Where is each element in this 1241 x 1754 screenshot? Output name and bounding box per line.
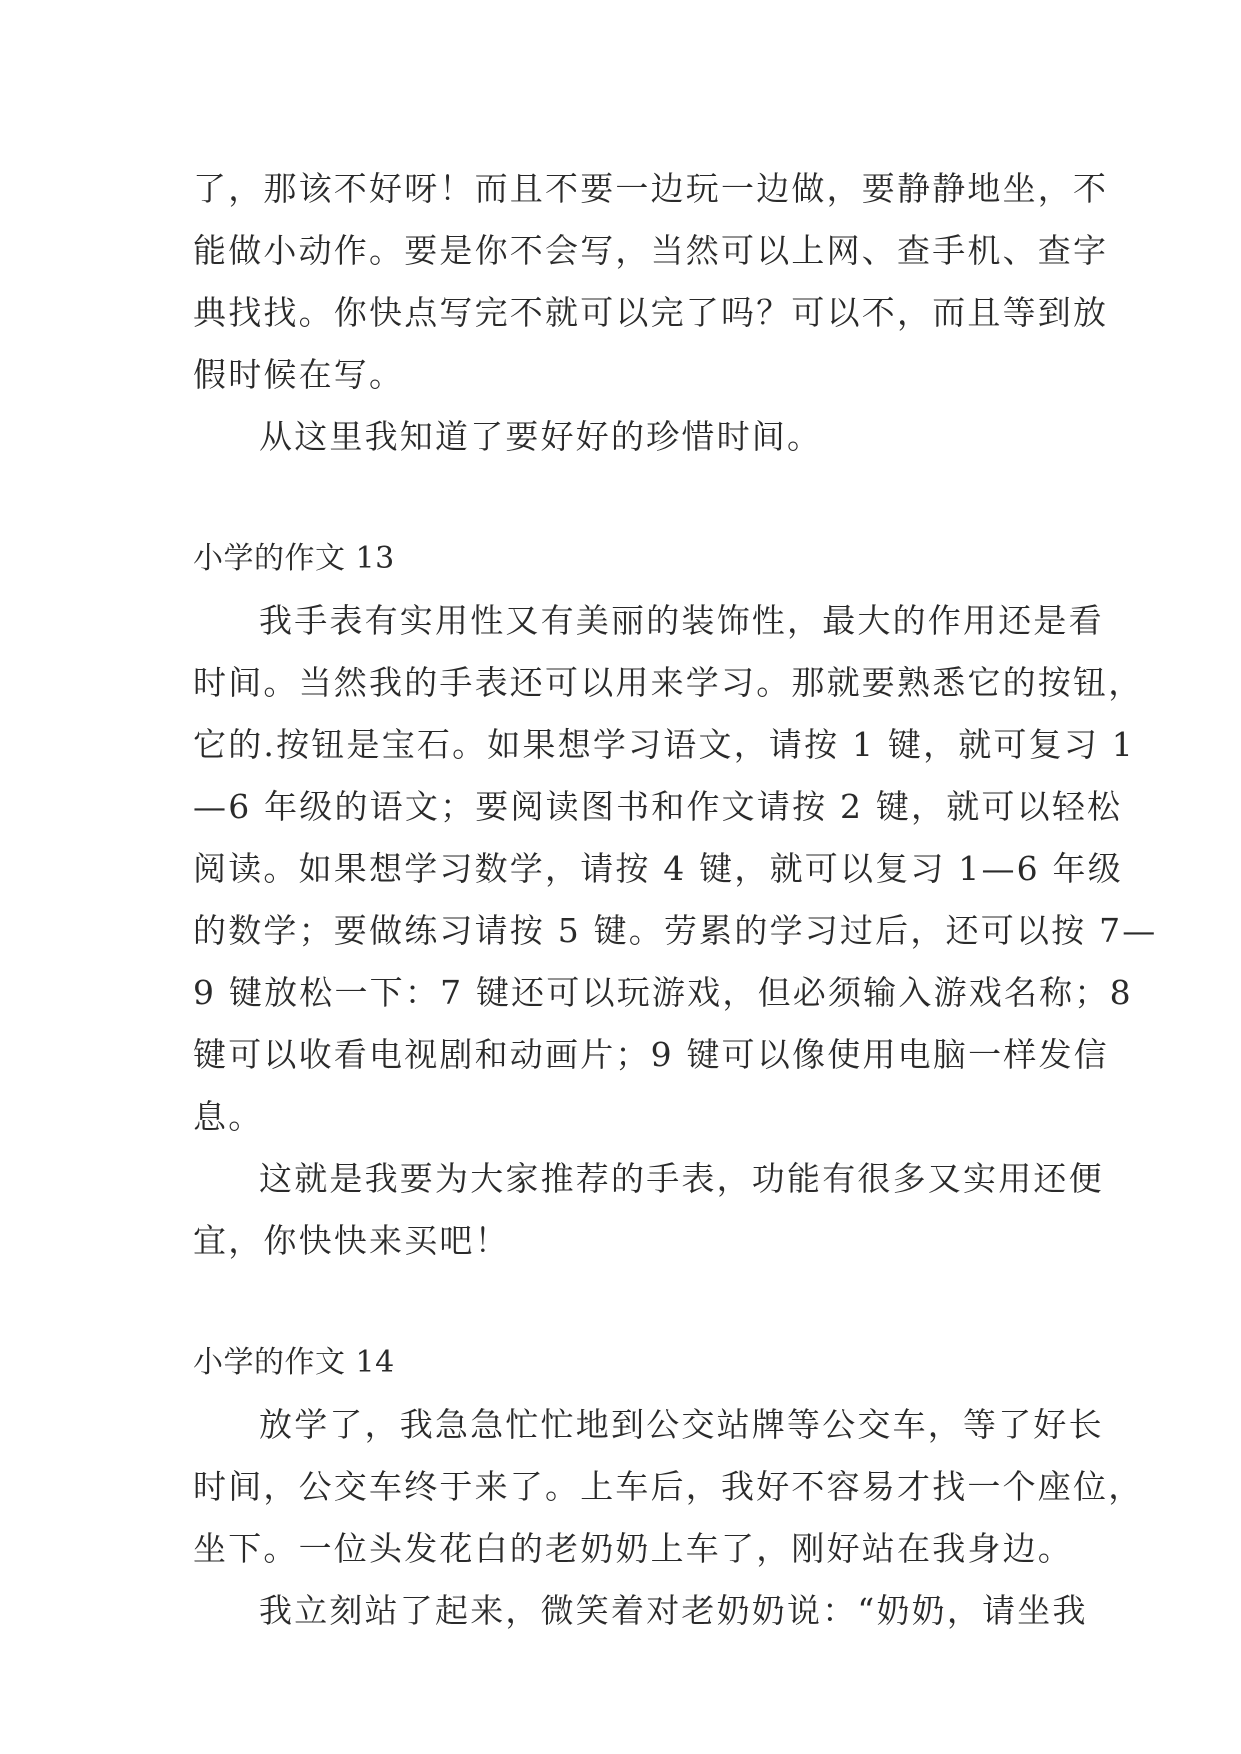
text-line: 阅读。如果想学习数学，请按 4 键，就可以复习 1—6 年级 (193, 849, 1123, 888)
text-line: 放学了，我急急忙忙地到公交站牌等公交车，等了好长 (259, 1405, 1104, 1444)
section-spacer (193, 1272, 1055, 1332)
text-line: 时间。当然我的手表还可以用来学习。那就要熟悉它的按钮， (193, 663, 1144, 702)
text-line: 这就是我要为大家推荐的手表，功能有很多又实用还便 (259, 1159, 1104, 1198)
text-line: 的数学；要做练习请按 5 键。劳累的学习过后，还可以按 7— (193, 911, 1158, 950)
section-14-paragraph-1 (193, 1394, 1144, 1580)
text-line: 假时候在写。 (193, 355, 405, 394)
section-title-13: 小学的作文 13 (193, 541, 395, 576)
text-line: 它的.按钮是宝石。如果想学习语文，请按 1 键，就可复习 1 (193, 725, 1135, 764)
section-title-14: 小学的作文 14 (193, 1345, 395, 1380)
text-line: 息。 (193, 1097, 264, 1136)
intro-paragraph (193, 158, 1109, 406)
text-line: 我立刻站了起来，微笑着对老奶奶说：“奶奶，请坐我 (259, 1591, 1088, 1630)
text-line: 了，那该不好呀！而且不要一边玩一边做，要静静地坐，不 (193, 169, 1109, 208)
text-line: —6 年级的语文；要阅读图书和作文请按 2 键，就可以轻松 (193, 787, 1123, 826)
section-spacer (193, 468, 1055, 528)
closing-line: 从这里我知道了要好好的珍惜时间。 (259, 417, 823, 456)
text-line: 9 键放松一下：7 键还可以玩游戏，但必须输入游戏名称；8 (193, 973, 1133, 1012)
text-line: 坐下。一位头发花白的老奶奶上车了，刚好站在我身边。 (193, 1529, 1073, 1568)
text-line: 键可以收看电视剧和动画片；9 键可以像使用电脑一样发信 (193, 1035, 1109, 1074)
text-line: 能做小动作。要是你不会写，当然可以上网、查手机、查字 (193, 231, 1109, 270)
text-line: 我手表有实用性又有美丽的装饰性，最大的作用还是看 (259, 601, 1104, 640)
text-line: 宜，你快快来买吧！ (193, 1221, 510, 1260)
section-13-paragraph-2 (193, 1148, 1104, 1272)
text-line: 时间，公交车终于来了。上车后，我好不容易才找一个座位， (193, 1467, 1144, 1506)
section-14-paragraph-2 (193, 1580, 1088, 1642)
text-line: 典找找。你快点写完不就可以完了吗？可以不，而且等到放 (193, 293, 1109, 332)
section-13-paragraph-1 (193, 590, 1158, 1148)
document-page (193, 158, 1158, 1642)
